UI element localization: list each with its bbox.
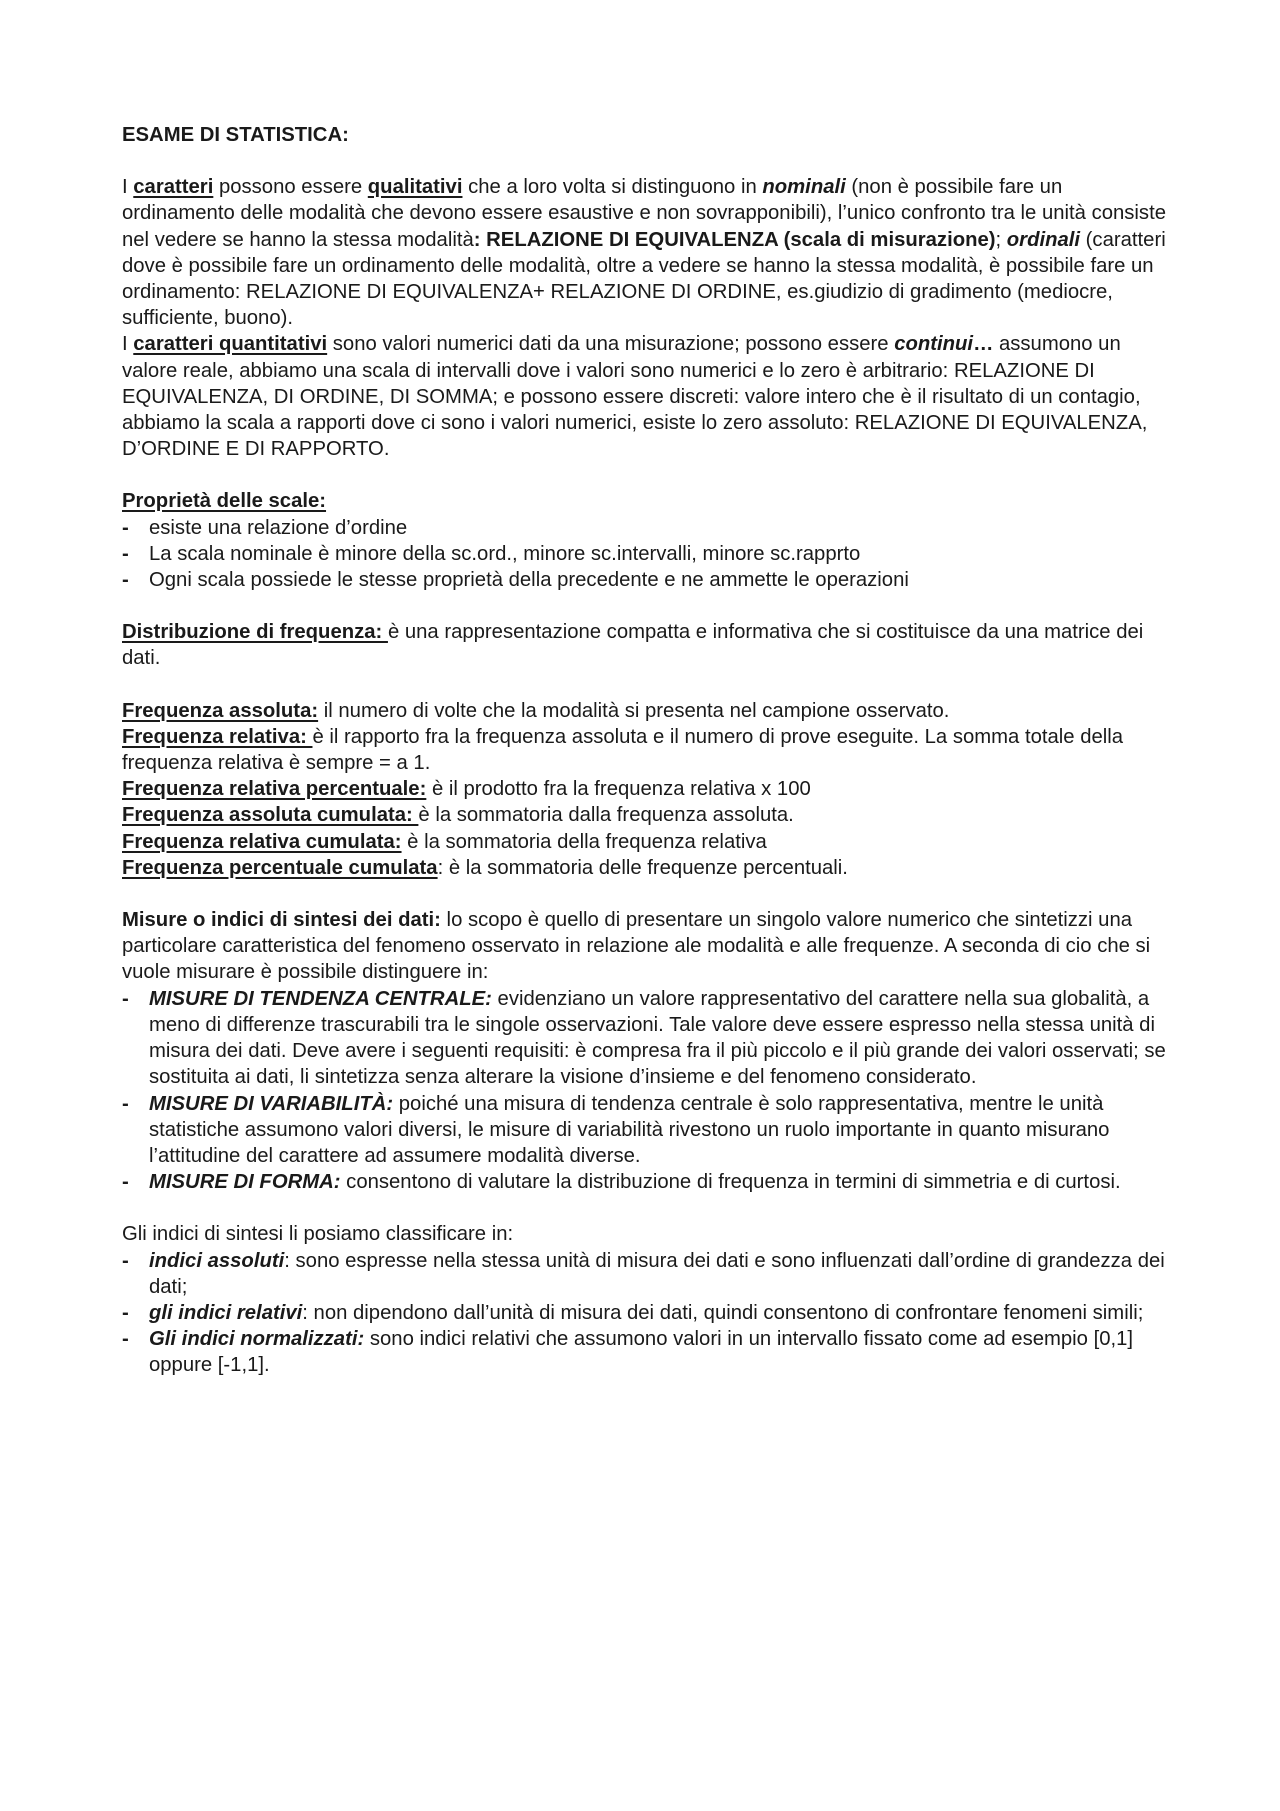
spacer [122,148,1172,174]
frequenza-line [122,724,1172,776]
list-item [122,1248,1172,1300]
text-run: (non è possibile fare un ordinamento delle modalità che devono essere esaustive e non sovrapponibili), l’unico confronto tra le unità consiste nel vedere se hanno la stessa modalità [122,176,1166,251]
term-relazione-equivalenza: : RELAZIONE DI EQUIVALENZA (scala di misurazione) [473,228,996,251]
paragraph-misure [122,907,1172,986]
list-item-text: poiché una misura di tendenza centrale è solo rappresentativa, mentre le unità statistiche assumono valori diversi, le misure di variabilità rivestono un ruolo importante in quanto misurano l’attitudine del carattere ad assumere modalità diverse. [149,1092,1110,1167]
text-run: ; [995,228,1007,251]
list-proprieta [122,515,1172,594]
spacer [122,593,1172,619]
list-item-text: sono indici relativi che assumono valori in un intervallo fissato come ad esempio [0,1] oppure [-1,1]. [149,1328,1134,1377]
frequenza-label: Frequenza relativa percentuale: [122,778,427,801]
list-item [122,1091,1172,1170]
list-item [122,541,1172,567]
list-item-text: Ogni scala possiede le stesse proprietà della precedente e ne ammette le operazioni [149,569,909,592]
frequenza-text: il numero di volte che la modalità si presenta nel campione osservato. [318,699,950,722]
frequenza-label: Frequenza percentuale cumulata [122,856,438,879]
list-item-label: Gli indici normalizzati: [149,1328,365,1351]
dash-bullet: - [122,1301,129,1324]
frequenza-text: : è la sommatoria delle frequenze percentuali. [437,856,848,879]
term-caratteri-quantitativi: caratteri quantitativi [133,333,328,356]
list-item-label: MISURE DI FORMA: [149,1171,341,1194]
text-run: I [122,333,134,356]
frequenze-section [122,698,1172,881]
list-item-text: La scala nominale è minore della sc.ord., minore sc.intervalli, minore sc.rapprto [149,542,861,565]
dash-bullet: - [122,516,129,539]
text-run: lo scopo è quello di presentare un singolo valore numerico che sintetizzi una particolare caratteristica del fenomeno osservato in relazione ale modalità e alle frequenze. A seconda di cio che si vuole misurare è possibile distinguere in: [122,909,1151,984]
list-item-text: evidenziano un valore rappresentativo del carattere nella sua globalità, a meno di differenze trascurabili tra le singole osservazioni. Tale valore deve essere espresso nella stessa unità di misura dei dati. Deve avere i seguenti requisiti: è compresa fra il più piccolo e il più grande dei valori osservati; se sostituita ai dati, li sintetizza senza alterare la visione d’insieme e del fenomeno considerato. [149,987,1166,1089]
list-item-text: : sono espresse nella stessa unità di misura dei dati e sono influenzati dall’ordine di grandezza dei dati; [149,1249,1165,1298]
text-run: che a loro volta si distinguono in [462,176,763,199]
paragraph-caratteri-quantitativi [122,331,1172,462]
frequenza-label: Frequenza relativa: [122,725,313,748]
document-title: ESAME DI STATISTICA: [122,124,349,146]
frequenza-text: è il prodotto fra la frequenza relativa x 100 [426,778,811,801]
text-run: I [122,176,134,199]
frequenza-line [122,698,1172,724]
heading-proprieta-scale: Proprietà delle scale: [122,490,327,513]
list-item-label: gli indici relativi [149,1301,303,1324]
dash-bullet: - [122,1328,129,1351]
frequenza-text: è la sommatoria della frequenza relativa [401,830,767,853]
term-continui: continui [894,333,974,356]
list-item [122,567,1172,593]
list-item-text: consentono di valutare la distribuzione di frequenza in termini di simmetria e di curtosi. [340,1171,1121,1194]
ellipsis: … [973,333,994,356]
paragraph-indici-intro: Gli indici di sintesi li posiamo classificare in: [122,1223,514,1246]
list-item [122,1300,1172,1326]
term-qualitativi: qualitativi [367,176,463,199]
list-item-text: : non dipendono dall’unità di misura dei dati, quindi consentono di confrontare fenomeni simili; [302,1301,1144,1324]
dash-bullet: - [122,1249,129,1272]
paragraph-caratteri-qualitativi [122,174,1172,331]
spacer [122,1195,1172,1221]
frequenza-label: Frequenza assoluta cumulata: [122,804,419,827]
frequenza-label: Frequenza assoluta: [122,699,319,722]
frequenza-label: Frequenza relativa cumulata: [122,830,402,853]
frequenza-line [122,855,1172,881]
term-ordinali: ordinali [1006,228,1081,251]
term-caratteri: caratteri [133,176,214,199]
frequenza-line [122,829,1172,855]
term-nominali: nominali [762,176,846,199]
paragraph-distribuzione [122,619,1172,671]
spacer [122,881,1172,907]
dash-bullet: - [122,569,129,592]
document-page [122,122,1172,1379]
list-item-label: MISURE DI VARIABILITÀ: [149,1092,394,1115]
term-misure: Misure o indici di sintesi dei dati: [122,909,441,932]
list-indici [122,1248,1172,1379]
list-misure [122,986,1172,1196]
dash-bullet: - [122,1171,129,1194]
list-item [122,1169,1172,1195]
frequenza-line [122,802,1172,828]
list-item-label: indici assoluti [149,1249,285,1272]
list-item [122,986,1172,1091]
spacer [122,672,1172,698]
dash-bullet: - [122,542,129,565]
frequenza-line [122,776,1172,802]
text-run: è una rappresentazione compatta e informativa che si costituisce da una matrice dei dati. [122,621,1144,670]
list-item-label: MISURE DI TENDENZA CENTRALE: [149,987,492,1010]
list-item [122,515,1172,541]
spacer [122,462,1172,488]
dash-bullet: - [122,1092,129,1115]
text-run: assumono un valore reale, abbiamo una scala di intervalli dove i valori sono numerici e lo zero è arbitrario: RELAZIONE DI EQUIVALENZA, DI ORDINE, DI SOMMA; e possono essere discreti: valore intero che è il risultato di un contagio, abbiamo la scala a rapporti dove ci sono i valori numerici, esiste lo zero assoluto: RELAZIONE DI EQUIVALENZA, D’ORDINE E DI RAPPORTO. [122,333,1148,461]
list-item [122,1326,1172,1378]
text-run: sono valori numerici dati da una misurazione; possono essere [327,333,895,356]
frequenza-text: è la sommatoria dalla frequenza assoluta. [418,804,794,827]
list-item-text: esiste una relazione d’ordine [149,516,408,539]
term-distribuzione: Distribuzione di frequenza: [122,621,388,644]
text-run: possono essere [213,176,368,199]
text-run: (caratteri dove è possibile fare un ordinamento delle modalità, oltre a vedere se hanno la stessa modalità, è possibile fare un ordinamento: RELAZIONE DI EQUIVALENZA+ RELAZIONE DI ORDINE, es.giudizio di gradimento (mediocre, sufficiente, buono). [122,228,1166,330]
dash-bullet: - [122,987,129,1010]
frequenza-text: è il rapporto fra la frequenza assoluta e il numero di prove eseguite. La somma totale della frequenza relativa è sempre = a 1. [122,725,1124,775]
